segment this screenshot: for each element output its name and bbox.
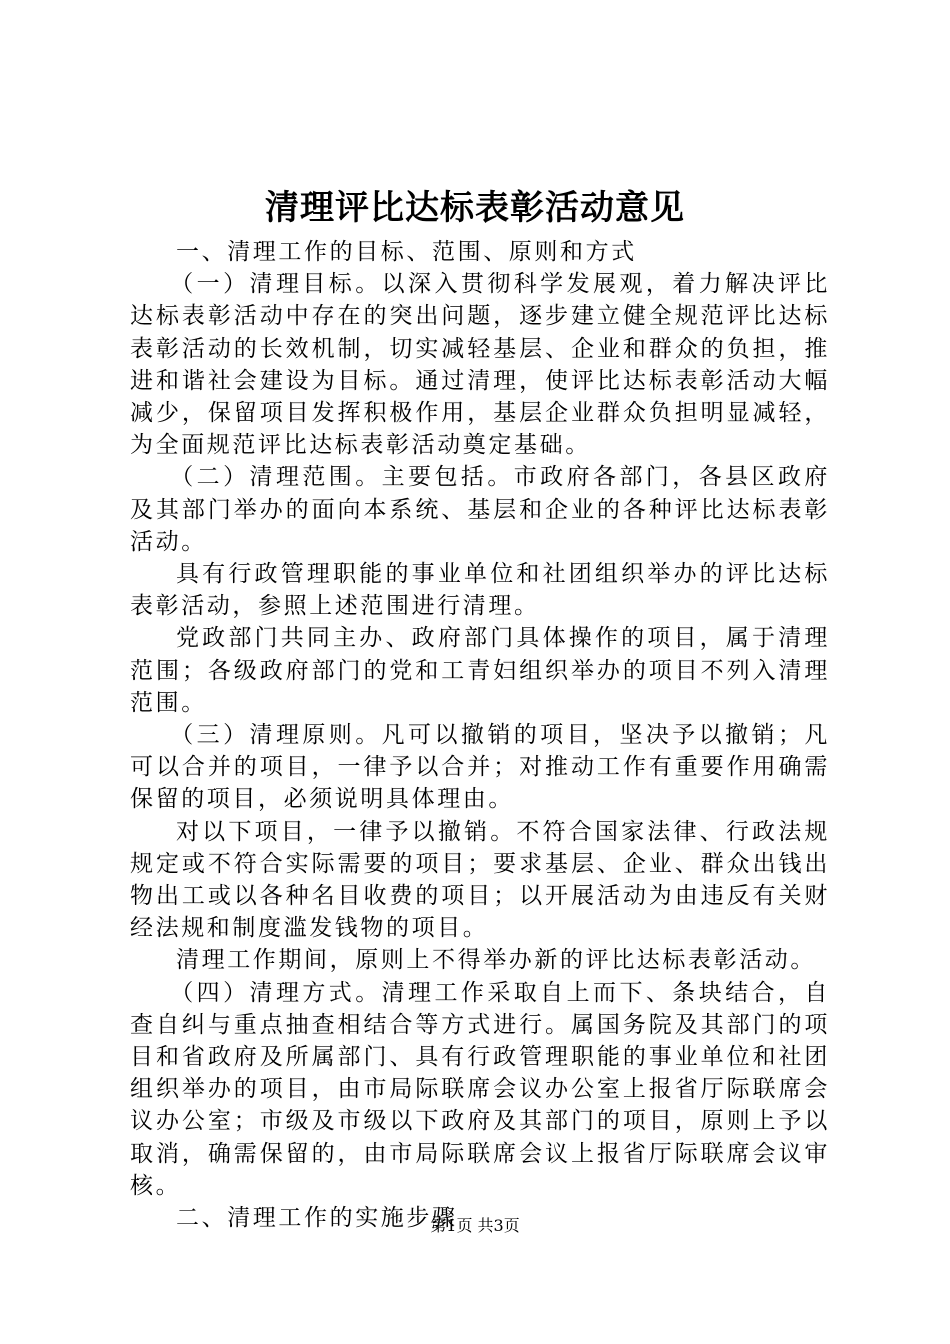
- document-body: [130, 236, 830, 1234]
- section-heading-1: 一、清理工作的目标、范围、原则和方式: [176, 239, 637, 265]
- paragraph-scope: （二）清理范围。主要包括。市政府各部门，各县区政府及其部门举办的面向本系统、基层和企业的各种评比达标表彰活动。: [130, 464, 830, 555]
- paragraph-goal: （一）清理目标。以深入贯彻科学发展观，着力解决评比达标表彰活动中存在的突出问题，逐步建立健全规范评比达标表彰活动的长效机制，切实减轻基层、企业和群众的负担，推进和谐社会建设为目标。通过清理，使评比达标表彰活动大幅减少，保留项目发挥积极作用，基层企业群众负担明显减轻，为全面规范评比达标表彰活动奠定基础。: [130, 271, 830, 459]
- paragraph-principles: （三）清理原则。凡可以撤销的项目，坚决予以撤销；凡可以合并的项目，一律予以合并；对推动工作有重要作用确需保留的项目，必须说明具体理由。: [130, 722, 830, 813]
- page-number-footer: 第1页 共3页: [430, 1216, 520, 1235]
- paragraph-no-new: 清理工作期间，原则上不得举办新的评比达标表彰活动。: [176, 947, 816, 974]
- document-title: 清理评比达标表彰活动意见: [265, 188, 685, 228]
- paragraph-scope-institutions: 具有行政管理职能的事业单位和社团组织举办的评比达标表彰活动，参照上述范围进行清理。: [130, 561, 830, 620]
- section-heading-2: 二、清理工作的实施步骤: [176, 1205, 458, 1232]
- paragraph-revoke-list: 对以下项目，一律予以撤销。不符合国家法律、行政法规规定或不符合实际需要的项目；要求基层、企业、群众出钱出物出工或以各种名目收费的项目；以开展活动为由违反有关财经法规和制度滥发钱物的项目。: [130, 818, 830, 942]
- paragraph-scope-joint: 党政部门共同主办、政府部门具体操作的项目，属于清理范围；各级政府部门的党和工青妇组织举办的项目不列入清理范围。: [130, 625, 830, 716]
- paragraph-methods: （四）清理方式。清理工作采取自上而下、条块结合，自查自纠与重点抽查相结合等方式进行。属国务院及其部门的项目和省政府及所属部门、具有行政管理职能的事业单位和社团组织举办的项目，由市局际联席会议办公室上报省厅际联席会议办公室；市级及市级以下政府及其部门的项目，原则上予以取消，确需保留的，由市局际联席会议上报省厅际联席会议审核。: [130, 979, 830, 1199]
